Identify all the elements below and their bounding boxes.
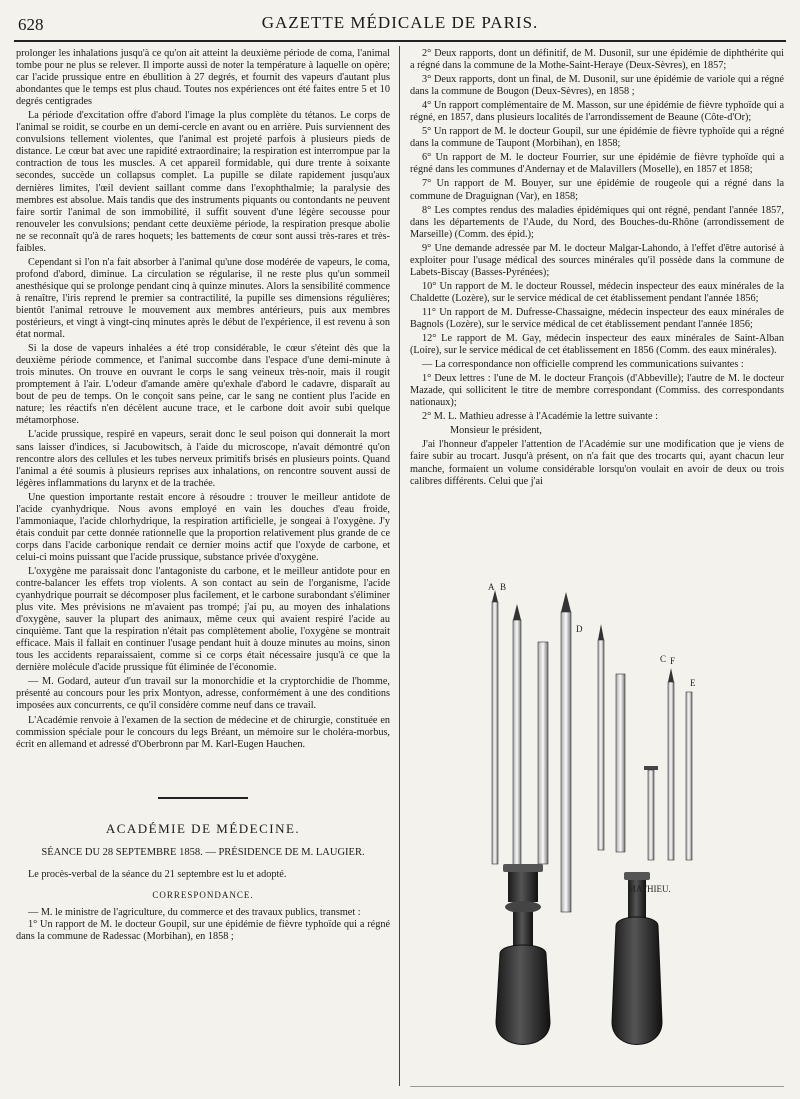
- figure-caption: MATHIEU.: [628, 884, 671, 894]
- list-item: 8° Les comptes rendus des maladies épidémiques qui ont régné, pendant l'année 1857, dans les départements de l'Aude, du Nord, des Bouches-du-Rhône (arrondissement de Marseille) (Comm. des épid.);: [410, 204, 784, 240]
- list-item: 5° Un rapport de M. le docteur Goupil, sur une épidémie de fièvre typhoïde qui a régné dans la commune de Taupont (Morbihan), en 1858;: [410, 126, 784, 150]
- bottom-rule: [410, 1086, 784, 1087]
- label-e: E: [690, 678, 696, 688]
- list-item: 9° Une demande adressée par M. le docteur Malgar-Lahondo, à l'effet d'être autorisé à exploiter pour l'usage médical des sources minérales qu'il possède dans la commune de Labets-Biscay (Basses-Pyrénées);: [410, 242, 784, 278]
- section-separator: [158, 797, 248, 799]
- list-item: 1° Un rapport de M. le docteur Goupil, sur une épidémie de fièvre typhoïde qui a régné dans la commune de Radessac (Morbihan), en 1858 ;: [16, 918, 390, 942]
- label-a: A: [488, 582, 495, 592]
- paragraph: — La correspondance non officielle comprend les communications suivantes :: [422, 359, 744, 371]
- paragraph: — M. Godard, auteur d'un travail sur la monorchidie et la cryptorchidie de l'homme, présenté au concours pour les prix Montyon, adresse, conformément à une des conditions imposées aux concurrents, ce qu'il considère comme neuf dans ce travail.: [16, 676, 390, 712]
- paragraph: L'oxygène me paraissait donc l'antagoniste du carbone, et le meilleur antidote pour en contre-balancer les effets trop violents. A son contact au sein de l'organisme, l'acide cyanhydrique pourrait se décomposer plus facilement, et le carbone surabondant s'éliminer plus vite. Mes prévisions ne m'avaient pas trompé; j'ai pu, au moyen des inhalations d'oxygène, sauver la plupart des animaux, même ceux qui avaient respiré l'acide au cinquième. Tant que la respiration n'était pas complètement abolie, l'oxygène se montrait efficace. Mais il fallait en continuer l'usage pendant huit à douze minutes au moins, sinon tous les accidents reparaissaient, comme si ce corps était nécessaire jusqu'à ce que la dernière molécule d'acide prussique fût éliminée de l'économie.: [16, 565, 390, 674]
- paragraph: Le procès-verbal de la séance du 21 septembre est lu et adopté.: [28, 868, 287, 880]
- label-c: C: [660, 654, 667, 664]
- list-item: 3° Deux rapports, dont un final, de M. Dusonil, sur une épidémie de variole qui a régné dans la commune de Bougon (Deux-Sèvres), en 1858 ;: [410, 74, 784, 98]
- paragraph: prolonger les inhalations jusqu'à ce qu'on ait atteint la deuxième période de coma, l'animal tombe pour ne plus se relever. Il importe aussi de noter la température à laquelle on opère; car l'acide prussique entre en ébullition à 27 degrés, et fournit des vapeurs d'autant plus abondantes que le temps est plus chaud. Toutes nos expériences ont été faites entre 5 et 10 degrés centigrades: [16, 48, 390, 108]
- list-item: 11° Un rapport de M. Dufresse-Chassaigne, médecin inspecteur des eaux minérales de Bagnols (Lozère), sur le service médical de cet établissement pendant l'année 1856;: [410, 306, 784, 330]
- letter-salutation: Monsieur le président,: [450, 425, 542, 437]
- journal-title: GAZETTE MÉDICALE DE PARIS.: [261, 13, 539, 32]
- trocar-parts-right: [598, 624, 692, 1045]
- subsection-heading: CORRESPONDANCE.: [152, 889, 254, 900]
- paragraph: Cependant si l'on n'a fait absorber à l'animal qu'une dose modérée de vapeurs, le coma, profond d'abord, diminue. La circulation se régularise, il ne reste plus qu'un sommeil anesthésique qui se prolonge pendant cinq à quinze minutes. Alors la sensibilité commence à renaître, l'iris reprend le premier sa contractilité, la pupille ses dimensions régulières; bientôt l'animal retrouve le mouvement aux membres antérieurs, puis aux membres postérieurs, et vingt à vingt-cinq minutes après le début de l'expérience, il est revenu à son état normal.: [16, 256, 390, 341]
- section-title: ACADÉMIE DE MÉDECINE.: [105, 820, 301, 836]
- list-item: 2° M. L. Mathieu adresse à l'Académie la lettre suivante :: [422, 411, 658, 423]
- paragraph: — M. le ministre de l'agriculture, du commerce et des travaux publics, transmet :: [28, 906, 361, 918]
- page-header: [14, 10, 786, 42]
- trocar-assembled-left: [492, 590, 571, 1045]
- list-item: 4° Un rapport complémentaire de M. Masson, sur une épidémie de fièvre typhoïde qui a régné, en 1857, dans plusieurs localités de l'arrondissement de Beaune (Côte-d'Or);: [410, 100, 784, 124]
- trocar-illustration: [468, 582, 728, 1060]
- list-item: 2° Deux rapports, dont un définitif, de M. Dusonil, sur une épidémie de diphthérite qui a régné dans la commune de la Mothe-Saint-Heraye (Deux-Sèvres), en 1857;: [410, 48, 784, 72]
- list-item: 12° Le rapport de M. Gay, médecin inspecteur des eaux minérales de Saint-Alban (Loire), sur le service médical de cet établissement en 1856 (Comm. des eaux minérales).: [410, 333, 784, 357]
- paragraph: Si la dose de vapeurs inhalées a été trop considérable, le cœur s'éteint dès que la deuxième période commence, et l'animal succombe dans l'espace d'une demi-minute à trois minutes. On trouve en ouvrant le corps le sang veineux très-noir, mais il rougit promptement à l'air. L'odeur d'amande amère qu'exhale d'abord le cadavre, disparaît au bout de peu de temps. On le conçoit sans peine, car le sang ne contient plus l'acide en nature; les réactifs n'en décèlent aucune trace, et le carbone doit avoir subi quelque métamorphose.: [16, 343, 390, 427]
- trocar-drawing: [468, 582, 728, 1060]
- session-heading: SÉANCE DU 28 SEPTEMBRE 1858. — PRÉSIDENCE DE M. LAUGIER.: [41, 846, 365, 858]
- list-item: 6° Un rapport de M. le docteur Fourrier, sur une épidémie de fièvre typhoïde qui a régné dans les communes d'Andernay et de Malavillers (Moselle), en 1857 et 1858;: [410, 152, 784, 176]
- label-f: F: [670, 656, 676, 666]
- left-column: [16, 48, 390, 943]
- right-column: [410, 48, 784, 488]
- list-item: 7° Un rapport de M. Bouyer, sur une épidémie de rougeole qui a régné dans la commune de Draguignan (Var), en 1858;: [410, 178, 784, 202]
- list-item: 1° Deux lettres : l'une de M. le docteur François (d'Abbeville); l'autre de M. le docteur Mazade, qui sollicitent le titre de membre correspondant (Commiss. des correspondants nationaux);: [410, 373, 784, 409]
- letter-body: J'ai l'honneur d'appeler l'attention de l'Académie sur une modification que je viens de faire subir au trocart. Jusqu'à présent, on n'a fait que des trocarts qui, ayant chacun leur manche, formaient un volume considérable lorsqu'on voulait en avoir de deux ou trois calibres différents. Celui que j'ai: [410, 439, 784, 487]
- column-divider: [399, 46, 400, 1086]
- paragraph: La période d'excitation offre d'abord l'image la plus complète du tétanos. Le corps de l'animal se roidit, se courbe en un demi-cercle en avant ou en arrière. Puis surviennent des convulsions tellement violentes, que l'animal est projeté parfois à plusieurs pieds de distance. Le cœur bat avec une rapidité extraordinaire; la respiration est interrompue par la contraction de tous les muscles. A cet appareil formidable, qui dure trente à soixante secondes, succède un collapsus complet. La pupille se dilate rapidement jusqu'aux dernières limites, l'œil devient saillant comme dans l'exophthalmie; la paralysie des membres est absolue. Mais tandis que des instruments piquants ou contondants ne peuvent faire sortir l'animal de son immobilité, il suffit souvent d'une légère secousse pour renouveler les convulsions; pendant cette deuxième période, la respiration presque abolie ne se reconnaît qu'à de rares hoquets; les battements de cœur sont aussi très-rares et très-faibles.: [16, 110, 390, 254]
- paragraph: L'Académie renvoie à l'examen de la section de médecine et de chirurgie, constituée en commission spéciale pour le concours du legs Bréant, un mémoire sur le choléra-morbus, écrit en allemand et adressé d'Oberbronn par M. Karl-Eugen Hauchen.: [16, 714, 390, 750]
- paragraph: L'acide prussique, respiré en vapeurs, serait donc le seul poison qui donnerait la mort sans laisser d'indices, si Jacubowitsch, à l'aide du microscope, n'avait démontré qu'on rencontre alors des cellules et les tubes nerveux primitifs brisés en plusieurs points. Quand l'animal a été soumis à plusieurs reprises aux inhalations, on rencontre souvent aussi de légères inflammations du larynx et de la trachée.: [16, 429, 390, 489]
- list-item: 10° Un rapport de M. le docteur Roussel, médecin inspecteur des eaux minérales de la Chaldette (Lozère), sur le service médical de cet établissement pendant l'année 1856;: [410, 280, 784, 304]
- page-number: 628: [18, 15, 44, 34]
- label-b: B: [500, 582, 507, 592]
- label-d: D: [576, 624, 583, 634]
- paragraph: Une question importante restait encore à résoudre : trouver le meilleur antidote de l'acide cyanhydrique. Nous avons employé en vain les douches d'eau froide, l'ammoniaque, l'acide chlorhydrique, la respiration artificielle, je songeai à l'oxygène. J'y étais conduit par cette donnée rationnelle que la proportion relativement plus grande de ce corps dans l'acide carbonique rendait ce dernier moins actif que l'oxyde de carbone, et celui-ci moins puissant que l'acide prussique, substance privée d'oxygène.: [16, 491, 390, 563]
